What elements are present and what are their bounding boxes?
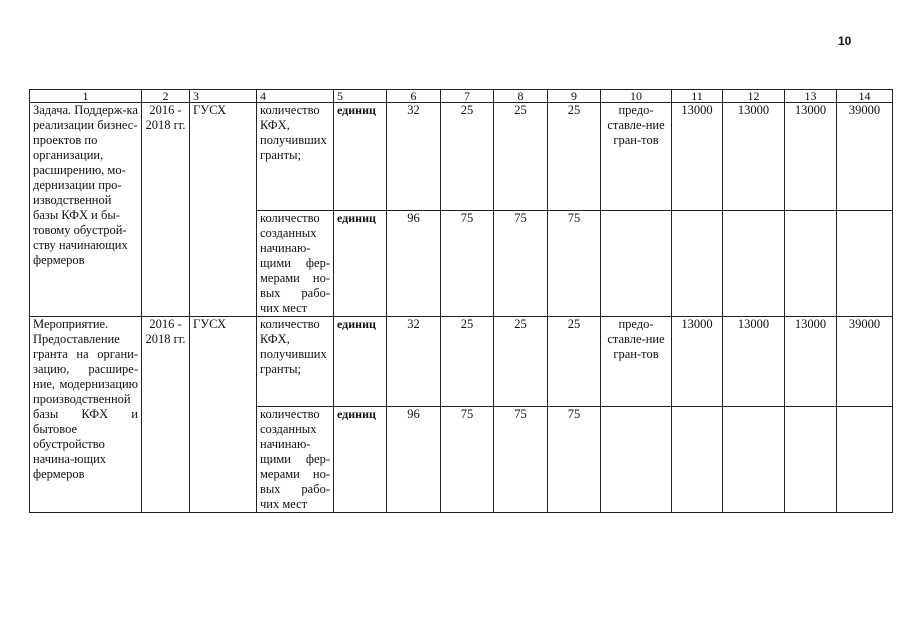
header-cell: 9	[548, 90, 601, 103]
note-cell	[601, 407, 672, 513]
value-cell-8: 25	[494, 317, 548, 407]
value-cell-9: 75	[548, 211, 601, 317]
header-cell: 1	[30, 90, 142, 103]
header-cell: 4	[257, 90, 334, 103]
note-cell	[601, 211, 672, 317]
value-cell-12: 13000	[723, 103, 785, 211]
period-cell: 2016 - 2018 гг.	[142, 317, 190, 513]
value-cell-12	[723, 407, 785, 513]
table-row	[30, 103, 893, 211]
value-cell-8: 75	[494, 407, 548, 513]
value-cell-14	[837, 407, 893, 513]
unit-cell: единиц	[334, 407, 387, 513]
page-number: 10	[838, 34, 852, 48]
indicator-cell: количество КФХ, получивших гранты;	[257, 103, 334, 211]
unit-cell: единиц	[334, 317, 387, 407]
header-cell: 5	[334, 90, 387, 103]
value-cell-6: 32	[387, 103, 441, 211]
header-cell: 10	[601, 90, 672, 103]
value-cell-14: 39000	[837, 103, 893, 211]
value-cell-6: 96	[387, 211, 441, 317]
header-cell: 13	[785, 90, 837, 103]
header-cell: 14	[837, 90, 893, 103]
value-cell-9: 25	[548, 103, 601, 211]
header-cell: 3	[190, 90, 257, 103]
value-cell-8: 25	[494, 103, 548, 211]
header-cell: 11	[672, 90, 723, 103]
value-cell-7: 75	[441, 407, 494, 513]
task-name-cell: Задача. Поддерж-ка реализации бизнес-проектов по организации, расширению, мо-дернизации про-изводственной базы КФХ и бы-товому обустрой-ству начинающих фермеров	[30, 103, 142, 317]
program-table	[29, 89, 893, 513]
header-row	[30, 90, 893, 103]
value-cell-12: 13000	[723, 317, 785, 407]
value-cell-13	[785, 407, 837, 513]
period-cell: 2016 - 2018 гг.	[142, 103, 190, 317]
executor-cell: ГУСХ	[190, 103, 257, 317]
value-cell-14: 39000	[837, 317, 893, 407]
indicator-cell: количество созданных начинаю-щими фер-мерами но-вых рабо-чих мест	[257, 407, 334, 513]
header-cell: 8	[494, 90, 548, 103]
note-cell: предо-ставле-ние гран-тов	[601, 317, 672, 407]
indicator-cell: количество созданных начинаю-щими фер-мерами но-вых рабо-чих мест	[257, 211, 334, 317]
unit-cell: единиц	[334, 103, 387, 211]
value-cell-6: 96	[387, 407, 441, 513]
value-cell-13	[785, 211, 837, 317]
value-cell-7: 25	[441, 317, 494, 407]
note-cell: предо-ставле-ние гран-тов	[601, 103, 672, 211]
value-cell-8: 75	[494, 211, 548, 317]
value-cell-9: 75	[548, 407, 601, 513]
indicator-cell: количество КФХ, получивших гранты;	[257, 317, 334, 407]
value-cell-11	[672, 407, 723, 513]
value-cell-12	[723, 211, 785, 317]
value-cell-13: 13000	[785, 103, 837, 211]
value-cell-11: 13000	[672, 317, 723, 407]
value-cell-6: 32	[387, 317, 441, 407]
header-cell: 7	[441, 90, 494, 103]
header-cell: 6	[387, 90, 441, 103]
value-cell-13: 13000	[785, 317, 837, 407]
value-cell-11: 13000	[672, 103, 723, 211]
value-cell-7: 75	[441, 211, 494, 317]
header-cell: 12	[723, 90, 785, 103]
header-cell: 2	[142, 90, 190, 103]
unit-cell: единиц	[334, 211, 387, 317]
value-cell-7: 25	[441, 103, 494, 211]
task-name-cell: Мероприятие. Предоставление гранта на органи-зацию, расшире-ние, модернизацию производственной базы КФХ и бытовое обустройство начина-ющих фермеров	[30, 317, 142, 513]
executor-cell: ГУСХ	[190, 317, 257, 513]
table-row	[30, 317, 893, 407]
value-cell-11	[672, 211, 723, 317]
value-cell-9: 25	[548, 317, 601, 407]
value-cell-14	[837, 211, 893, 317]
